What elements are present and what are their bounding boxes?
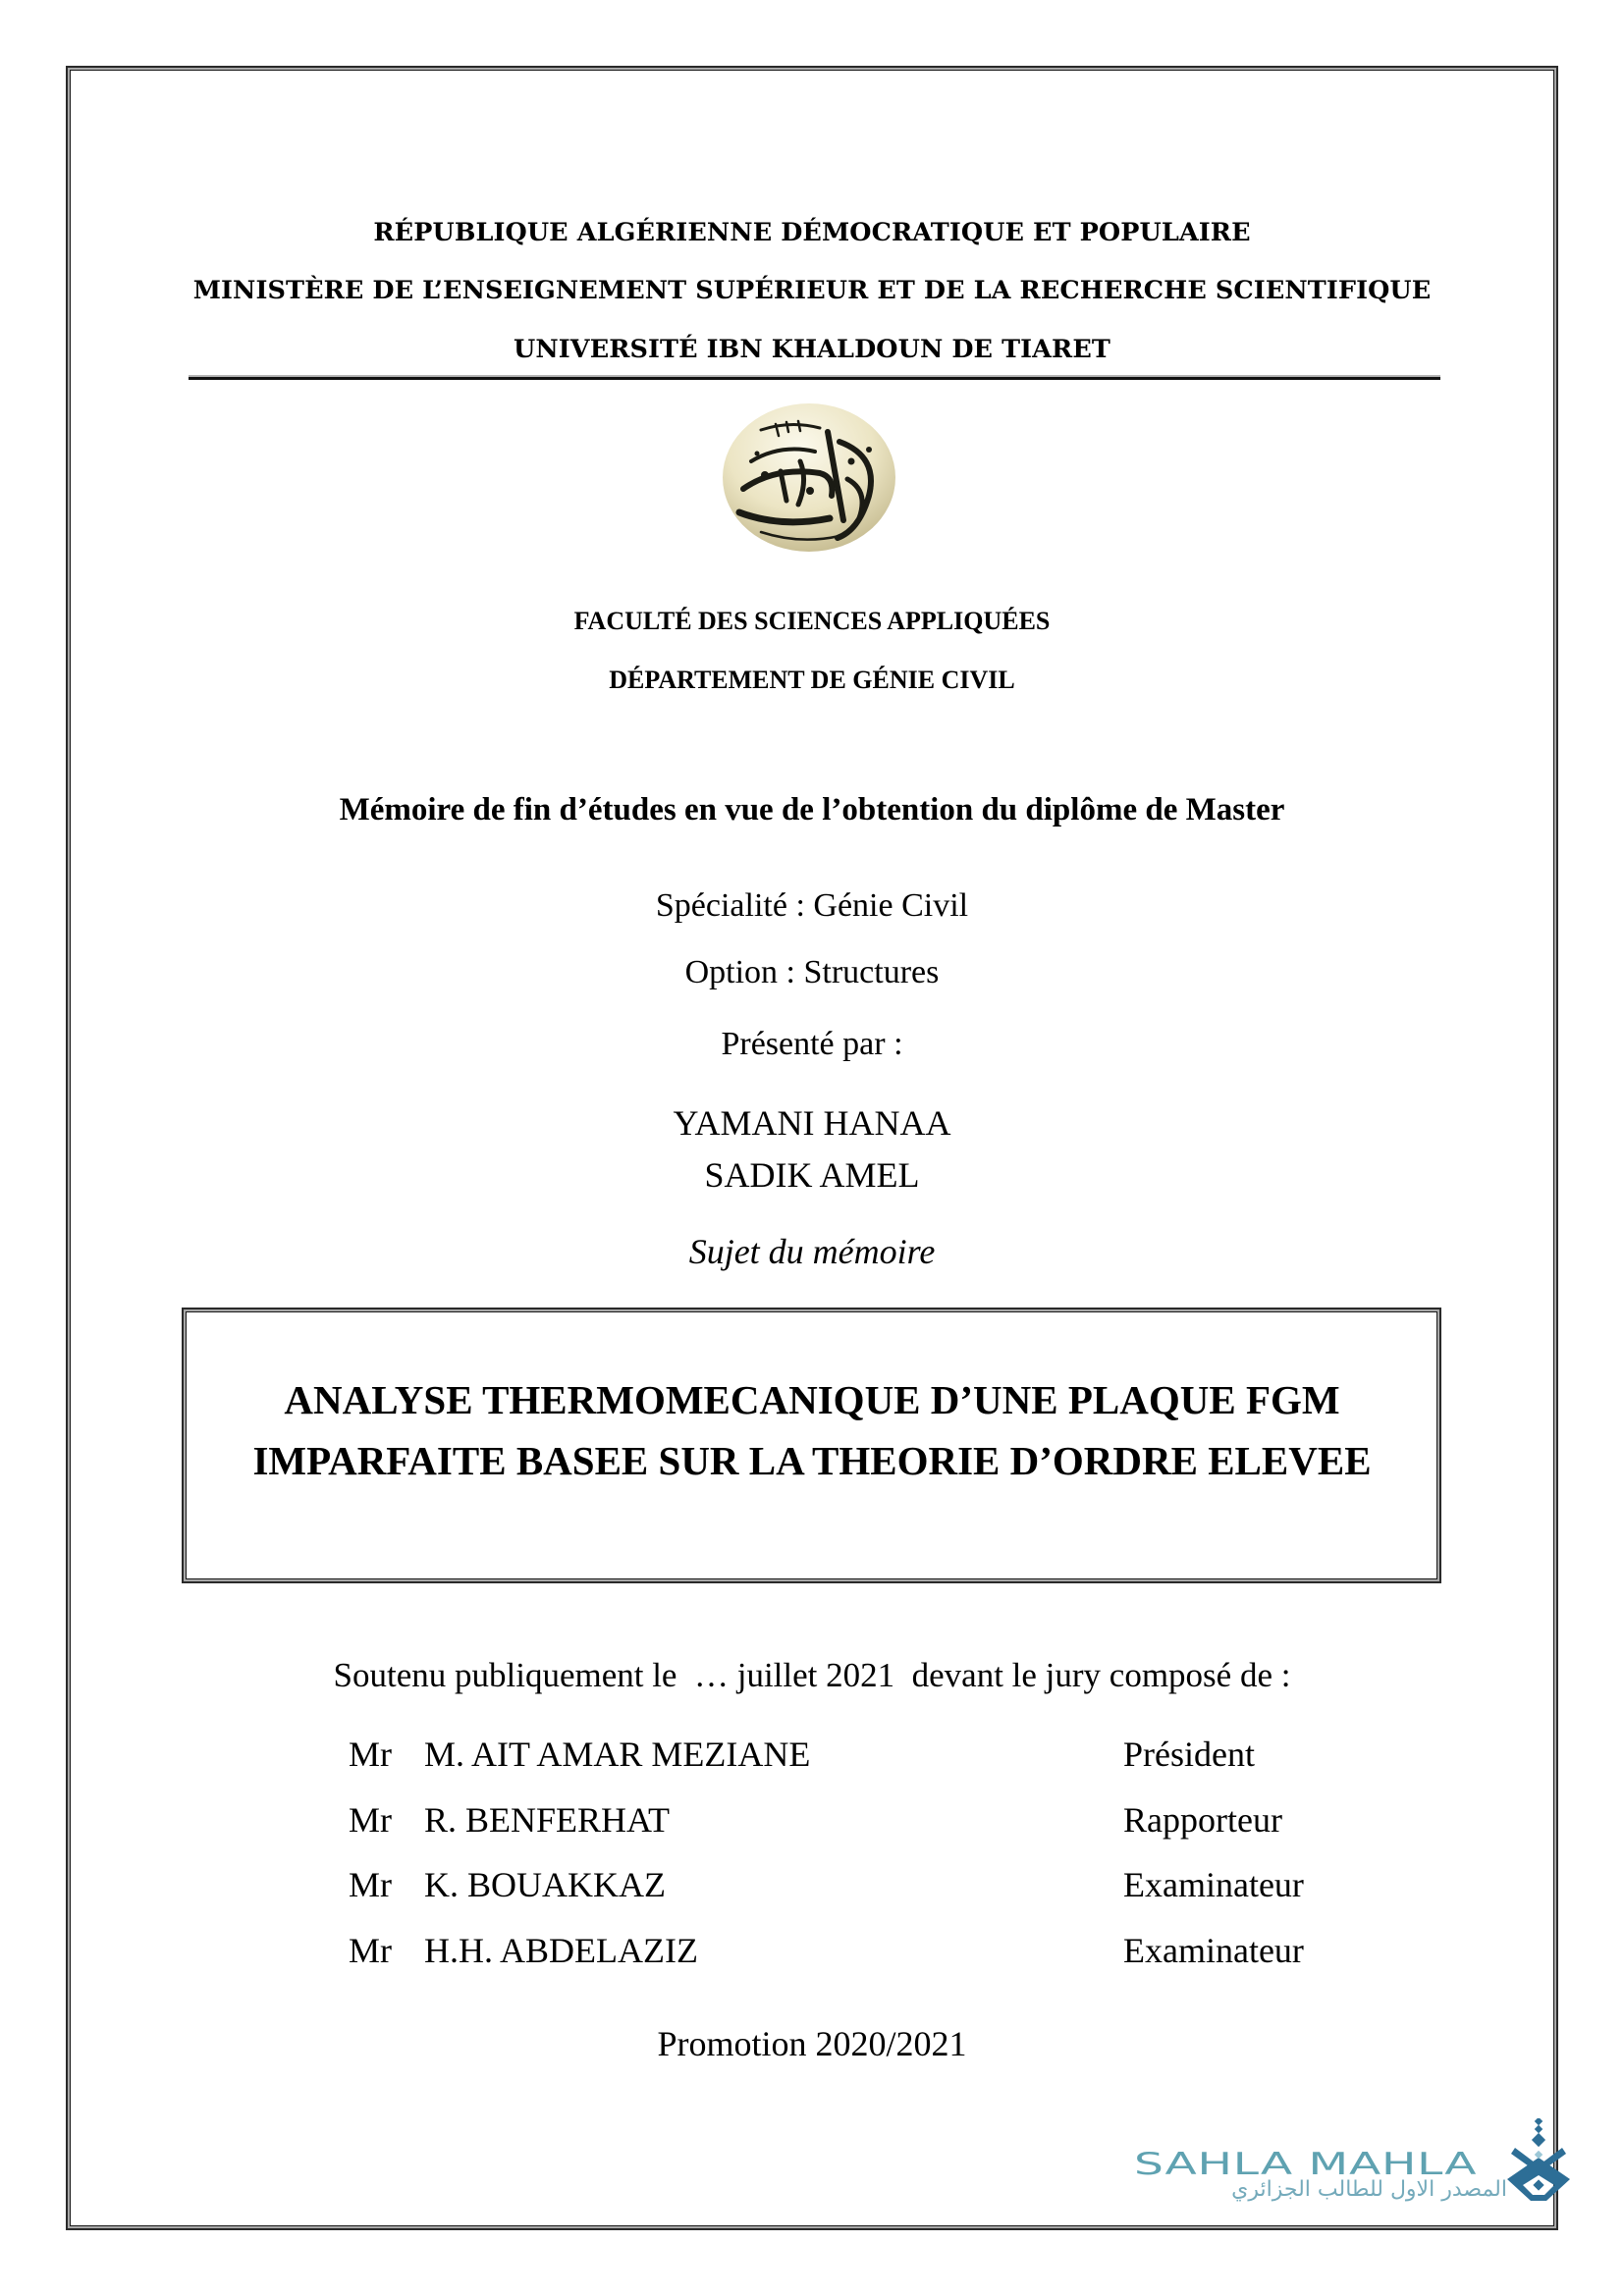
thesis-title-line-1: ANALYSE THERMOMECANIQUE D’UNE PLAQUE FGM — [284, 1377, 1340, 1422]
page-border-frame — [66, 66, 1558, 2230]
jury-role: Examinateur — [1123, 1931, 1304, 1970]
specialite: Spécialité : Génie Civil — [655, 887, 969, 924]
presented-by-label: Présenté par : — [721, 1026, 903, 1062]
author-name: YAMANI HANAA — [673, 1103, 951, 1143]
jury-member-name: M. AIT AMAR MEZIANE — [424, 1735, 811, 1774]
defense-statement: Soutenu publiquement le … juillet 2021 devant le jury composé de : — [333, 1656, 1291, 1694]
jury-title: Mr — [349, 1735, 392, 1774]
jury-member-name: K. BOUAKKAZ — [424, 1865, 666, 1904]
jury-title: Mr — [349, 1931, 392, 1970]
jury-title: Mr — [349, 1800, 392, 1840]
sahla-mahla-logo-icon — [1505, 2118, 1574, 2201]
jury-title: Mr — [349, 1865, 392, 1904]
header-ministry: MINISTÈRE DE L’ENSEIGNEMENT SUPÉRIEUR ET DE LA RECHERCHE SCIENTIFIQUE — [192, 276, 1432, 305]
faculty-name: FACULTÉ DES SCIENCES APPLIQUÉES — [573, 607, 1051, 635]
department-name: DÉPARTEMENT DE GÉNIE CIVIL — [609, 666, 1015, 694]
jury-role: Rapporteur — [1123, 1800, 1282, 1840]
thesis-title-line-2: IMPARFAITE BASEE SUR LA THEORIE D’ORDRE ELEVEE — [252, 1438, 1372, 1483]
promotion-year: Promotion 2020/2021 — [657, 2024, 967, 2063]
header-divider — [189, 375, 1440, 380]
university-emblem-icon — [722, 402, 896, 553]
header-university: UNIVERSITÉ IBN KHALDOUN DE TIARET — [514, 335, 1110, 364]
jury-role: Examinateur — [1123, 1865, 1304, 1904]
author-name: SADIK AMEL — [704, 1155, 920, 1195]
subject-label: Sujet du mémoire — [688, 1232, 936, 1271]
jury-role: Président — [1123, 1735, 1255, 1774]
jury-member-name: H.H. ABDELAZIZ — [424, 1931, 698, 1970]
memoire-description: Mémoire de fin d’études en vue de l’obtention du diplôme de Master — [339, 792, 1285, 828]
jury-member-name: R. BENFERHAT — [424, 1800, 671, 1840]
watermark-tagline: المصدر الاول للطالب الجزائري — [1231, 2177, 1507, 2202]
watermark-brand: SAHLA MAHLA — [1134, 2147, 1478, 2182]
header-republic: RÉPUBLIQUE ALGÉRIENNE DÉMOCRATIQUE ET POPULAIRE — [373, 218, 1251, 247]
option: Option : Structures — [684, 954, 940, 990]
